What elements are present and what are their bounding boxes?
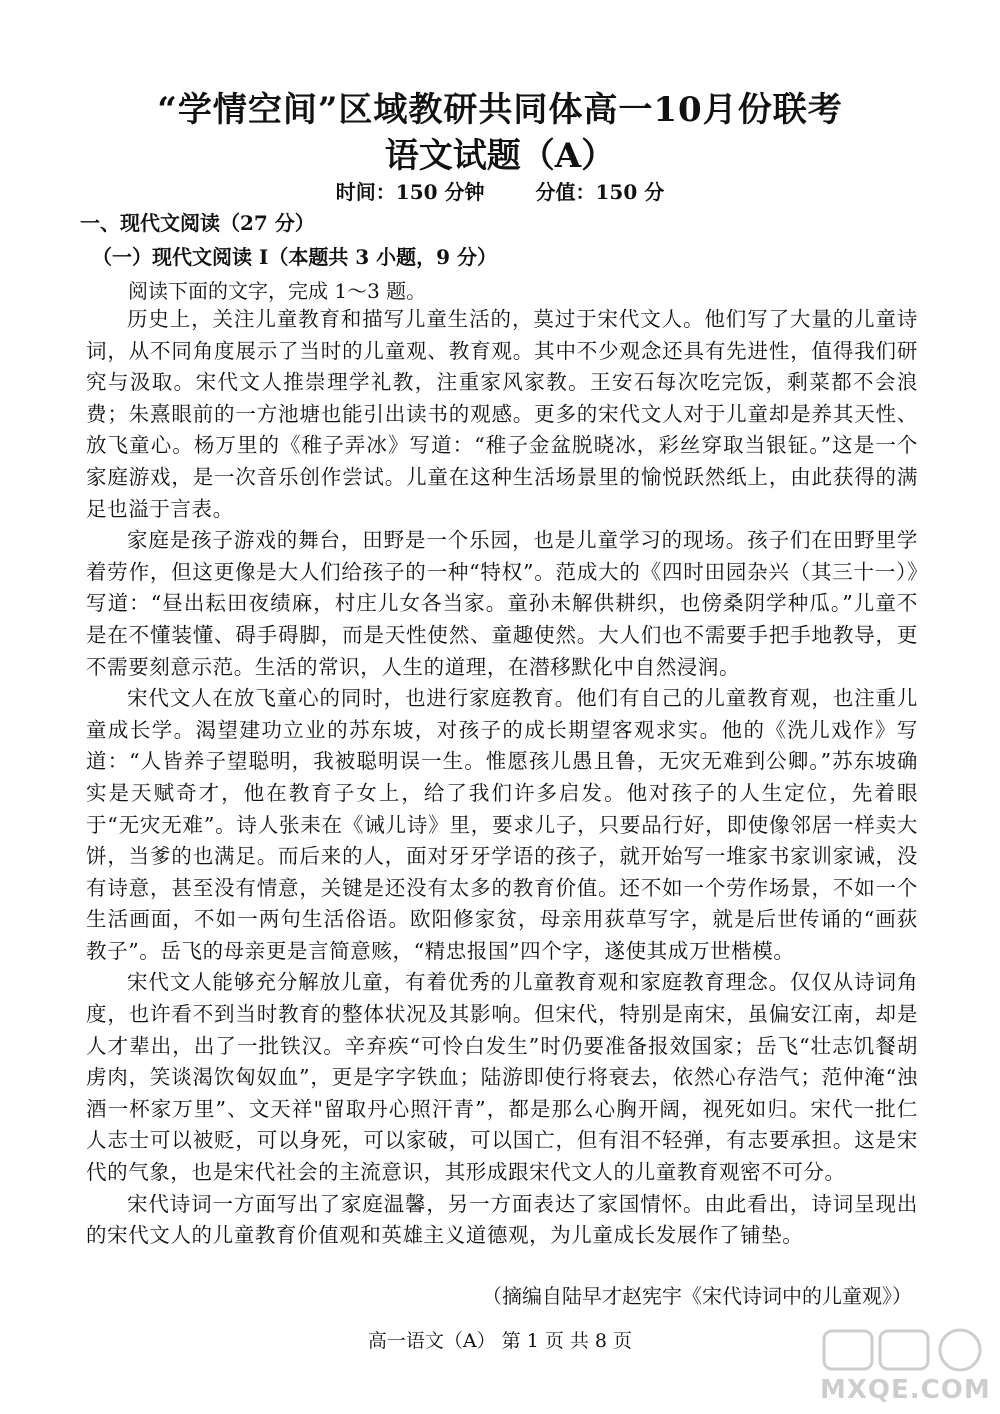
article-paragraph: 宋代文人能够充分解放儿童，有着优秀的儿童教育观和家庭教育理念。仅仅从诗词角度，也许看不到当时教育的整体状况及其影响。但宋代，特别是南宋，虽偏安江南，却是人才辈出，出了一批铁汉。辛弃疾“可怜白发生”时仍要准备报效国家；岳飞“壮志饥餐胡虏肉，笑谈渴饮匈奴血”，更是字字铁血；陆游即使行将衰去，依然心存浩气；范仲淹“浊酒一杯家万里”、文天祥"留取丹心照汗青”，都是那么心胸开阔，视死如归。宋代一批仁人志士可以被贬，可以身死，可以家破，可以国亡，但有泪不轻弹，有志要承担。这是宋代的气象，也是宋代社会的主流意识，其形成跟宋代文人的儿童教育观密不可分。 <box>86 970 918 1185</box>
article-paragraph: 历史上，关注儿童教育和描写儿童生活的，莫过于宋代文人。他们写了大量的儿童诗词，从不同角度展示了当时的儿童观、教育观。其中不少观念还具有先进性，值得我们研究与汲取。宋代文人推崇理学礼教，注重家风家教。王安石每次吃完饭，剩菜都不会浪费；朱熹眼前的一方池塘也能引出读书的观感。更多的宋代文人对于儿童却是养其天性、放飞童心。杨万里的《稚子弄冰》写道：“稚子金盆脱晓冰，彩丝穿取当银钲。”这是一个家庭游戏，是一次音乐创作尝试。儿童在这种生活场景里的愉悦跃然纸上，由此获得的满足也溢于言表。 <box>86 307 918 521</box>
watermark-site: MXQE.COM <box>820 1375 991 1405</box>
section-heading: 一、现代文阅读（27 分） <box>80 211 315 235</box>
section-subheading: （一）现代文阅读 I（本题共 3 小题，9 分） <box>92 245 498 269</box>
exam-meta <box>0 176 1000 205</box>
watermark-logo <box>820 1325 990 1407</box>
watermark-mark-icon <box>820 1325 990 1375</box>
page-footer: 高一语文（A） 第 1 页 共 8 页 <box>367 1330 633 1352</box>
exam-score: 分值：150 分 <box>535 180 665 204</box>
reading-instruction: 阅读下面的文字，完成 1～3 题。 <box>128 279 427 303</box>
article-paragraph: 宋代诗词一方面写出了家庭温馨，另一方面表达了家国情怀。由此看出，诗词呈现出的宋代文人的儿童教育价值观和英雄主义道德观，为儿童成长发展作了铺垫。 <box>86 1191 918 1248</box>
exam-title: “学情空间”区域教研共同体高一10月份联考 <box>157 90 843 130</box>
article-paragraph: 家庭是孩子游戏的舞台，田野是一个乐园，也是儿童学习的现场。孩子们在田野里学着劳作，但这更像是大人们给孩子的一种“特权”。范成大的《四时田园杂兴（其三十一）》写道：“昼出耘田夜绩麻，村庄儿女各当家。童孙未解供耕织，也傍桑阴学种瓜。”儿童不是在不懂装懂、碍手碍脚，而是天性使然、童趣使然。大人们也不需要手把手地教导，更不需要刻意示范。生活的常识，人生的道理，在潜移默化中自然浸润。 <box>86 528 918 679</box>
article-paragraph: 宋代文人在放飞童心的同时，也进行家庭教育。他们有自己的儿童教育观，也注重儿童成长学。渴望建功立业的苏东坡，对孩子的成长期望客观求实。他的《洗儿戏作》写道：“人皆养子望聪明，我被聪明误一生。惟愿孩儿愚且鲁，无灾无难到公卿。”苏东坡确实是天赋奇才，他在教育子女上，给了我们许多启发。他对孩子的人生定位，先着眼于“无灾无难”。诗人张耒在《诫儿诗》里，要求儿子，只要品行好，即使像邻居一样卖大饼，当爹的也满足。而后来的人，面对牙牙学语的孩子，就开始写一堆家书家训家诫，没有诗意，甚至没有情意，关键是还没有太多的教育价值。还不如一个劳作场景，不如一个生活画面，不如一两句生活俗语。欧阳修家贫，母亲用荻草写字，就是后世传诵的“画荻教子”。岳飞的母亲更是言简意赅，“精忠报国”四个字，遂使其成万世楷模。 <box>86 686 918 963</box>
exam-subtitle: 语文试题（A） <box>384 136 616 176</box>
article-source: （摘编自陆早才赵宪宇《宋代诗词中的儿童观》） <box>482 1284 912 1308</box>
exam-time: 时间：150 分钟 <box>335 180 485 204</box>
article-body <box>86 304 918 1252</box>
